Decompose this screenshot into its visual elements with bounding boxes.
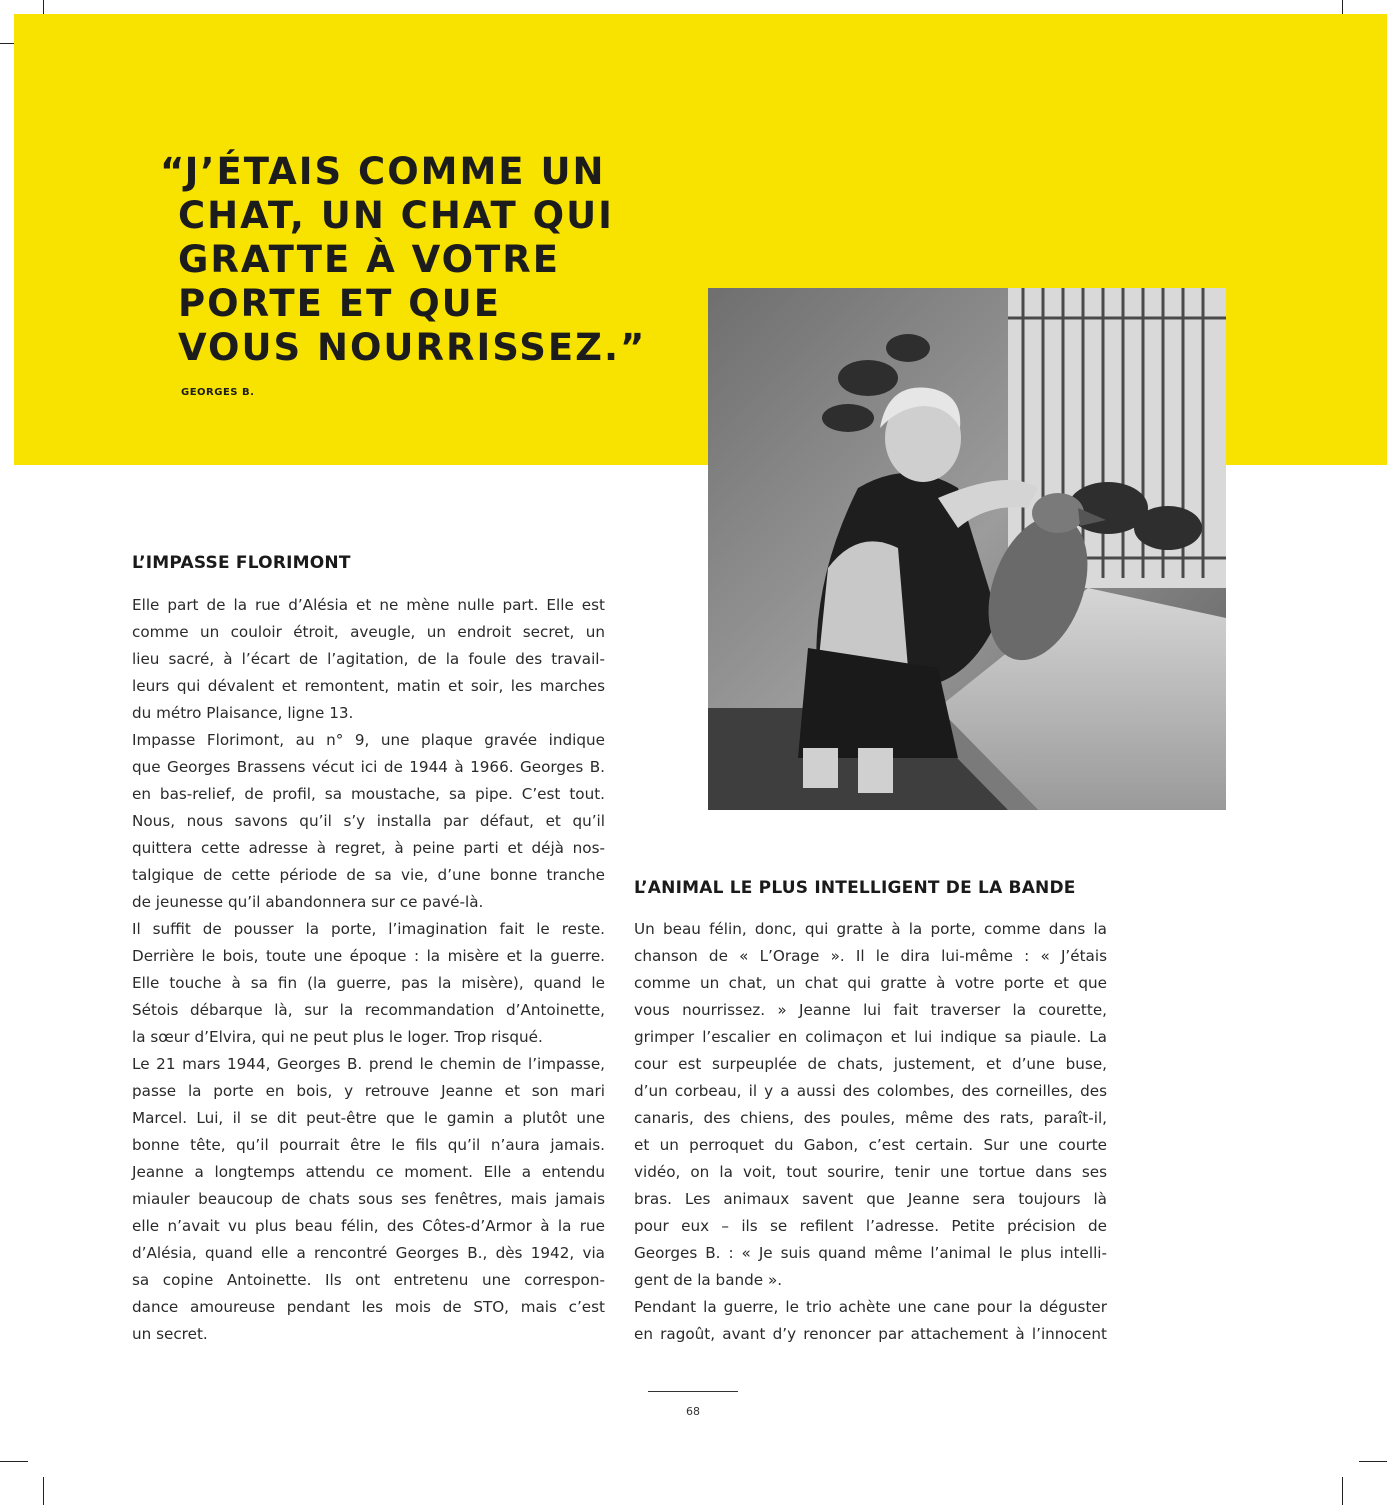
body-text-line: passe la porte en bois, y retrouve Jeanne et son mari <box>132 1082 605 1100</box>
body-text-line: que Georges Brassens vécut ici de 1944 à 1966. Georges B. <box>132 758 605 776</box>
body-text-line: canaris, des chiens, des poules, même des rats, paraît-il, <box>634 1109 1107 1127</box>
crop-mark <box>1342 1477 1343 1505</box>
body-text-line: chanson de « L’Orage ». Il le dira lui-même : « J’étais <box>634 947 1107 965</box>
body-text-line: Impasse Florimont, au n° 9, une plaque gravée indique <box>132 731 605 749</box>
body-text-line: Georges B. : « Je suis quand même l’animal le plus intelli- <box>634 1244 1107 1262</box>
body-text-line: dance amoureuse pendant les mois de STO, mais c’est <box>132 1298 605 1316</box>
body-text-line: en ragoût, avant d’y renoncer par attachement à l’innocent <box>634 1325 1107 1343</box>
body-text-line: Marcel. Lui, il se dit peut-être que le gamin a plutôt une <box>132 1109 605 1127</box>
pull-quote <box>160 150 647 370</box>
photo-woman-with-duck <box>708 288 1226 810</box>
crop-mark <box>1359 1461 1387 1462</box>
body-text-line: du métro Plaisance, ligne 13. <box>132 704 354 722</box>
body-text-line: Nous, nous savons qu’il s’y installa par défaut, et qu’il <box>132 812 605 830</box>
body-text-line: Elle part de la rue d’Alésia et ne mène nulle part. Elle est <box>132 596 605 614</box>
section-heading-impasse: L’IMPASSE FLORIMONT <box>132 553 351 573</box>
body-text-line: lieu sacré, à l’écart de l’agitation, de la foule des travail- <box>132 650 605 668</box>
body-text-line: Un beau félin, donc, qui gratte à la porte, comme dans la <box>634 920 1107 938</box>
body-text-line: bras. Les animaux savent que Jeanne sera toujours là <box>634 1190 1107 1208</box>
body-text-line: cour est surpeuplée de chats, justement, et d’une buse, <box>634 1055 1107 1073</box>
body-text-line: miauler beaucoup de chats sous ses fenêtres, mais jamais <box>132 1190 605 1208</box>
body-text-line: Sétois débarque là, sur la recommandation d’Antoinette, <box>132 1001 605 1019</box>
body-text-line: leurs qui dévalent et remontent, matin et soir, les marches <box>132 677 605 695</box>
body-text-line: vous nourrissez. » Jeanne lui fait traverser la courette, <box>634 1001 1107 1019</box>
body-text-line: la sœur d’Elvira, qui ne peut plus le loger. Trop risqué. <box>132 1028 543 1046</box>
body-text-line: d’Alésia, quand elle a rencontré Georges B., dès 1942, via <box>132 1244 605 1262</box>
crop-mark <box>43 1477 44 1505</box>
quote-line: VOUS NOURRISSEZ.” <box>178 326 647 369</box>
body-text-line: Le 21 mars 1944, Georges B. prend le chemin de l’impasse, <box>132 1055 605 1073</box>
quote-line: GRATTE À VOTRE <box>178 238 561 281</box>
article-column-left <box>132 592 605 1348</box>
body-text-line: un secret. <box>132 1325 208 1343</box>
body-text-line: grimper l’escalier en colimaçon et lui indique sa piaule. La <box>634 1028 1107 1046</box>
quote-author: GEORGES B. <box>181 387 255 398</box>
body-text-line: Jeanne a longtemps attendu ce moment. Elle a entendu <box>132 1163 605 1181</box>
body-text-line: et un perroquet du Gabon, c’est certain. Sur une courte <box>634 1136 1107 1154</box>
body-text-line: Elle touche à sa fin (la guerre, pas la misère), quand le <box>132 974 605 992</box>
body-text-line: de jeunesse qu’il abandonnera sur ce pavé-là. <box>132 893 484 911</box>
crop-mark <box>0 1461 28 1462</box>
body-text-line: elle n’avait vu plus beau félin, des Côtes-d’Armor à la rue <box>132 1217 605 1235</box>
page-number: 68 <box>686 1405 700 1418</box>
body-text-line: Il suffit de pousser la porte, l’imagination fait le reste. <box>132 920 605 938</box>
body-text-line: sa copine Antoinette. Ils ont entretenu une correspon- <box>132 1271 605 1289</box>
body-text-line: Pendant la guerre, le trio achète une cane pour la déguster <box>634 1298 1107 1316</box>
photo-illustration <box>708 288 1226 810</box>
body-text-line: comme un couloir étroit, aveugle, un endroit secret, un <box>132 623 605 641</box>
article-column-right <box>634 916 1107 1348</box>
body-text-line: bonne tête, qu’il pourrait être le fils qu’il n’aura jamais. <box>132 1136 605 1154</box>
body-text-line: talgique de cette période de sa vie, d’une bonne tranche <box>132 866 605 884</box>
body-text-line: en bas-relief, de profil, sa moustache, sa pipe. C’est tout. <box>132 785 605 803</box>
body-text-line: vidéo, on la voit, tout sourire, tenir une tortue dans ses <box>634 1163 1107 1181</box>
body-text-line: comme un chat, un chat qui gratte à votre porte et que <box>634 974 1107 992</box>
body-text-line: quittera cette adresse à regret, à peine parti et déjà nos- <box>132 839 605 857</box>
section-heading-animal: L’ANIMAL LE PLUS INTELLIGENT DE LA BANDE <box>634 878 1076 898</box>
body-text-line: pour eux – ils se refilent l’adresse. Petite précision de <box>634 1217 1107 1235</box>
quote-line: CHAT, UN CHAT QUI <box>178 194 614 237</box>
body-text-line: Derrière le bois, toute une époque : la misère et la guerre. <box>132 947 605 965</box>
quote-line: PORTE ET QUE <box>178 282 501 325</box>
quote-line: “J’ÉTAIS COMME UN <box>160 150 606 193</box>
body-text-line: d’un corbeau, il y a aussi des colombes, des corneilles, des <box>634 1082 1107 1100</box>
body-text-line: gent de la bande ». <box>634 1271 783 1289</box>
page-number-rule <box>648 1391 738 1392</box>
